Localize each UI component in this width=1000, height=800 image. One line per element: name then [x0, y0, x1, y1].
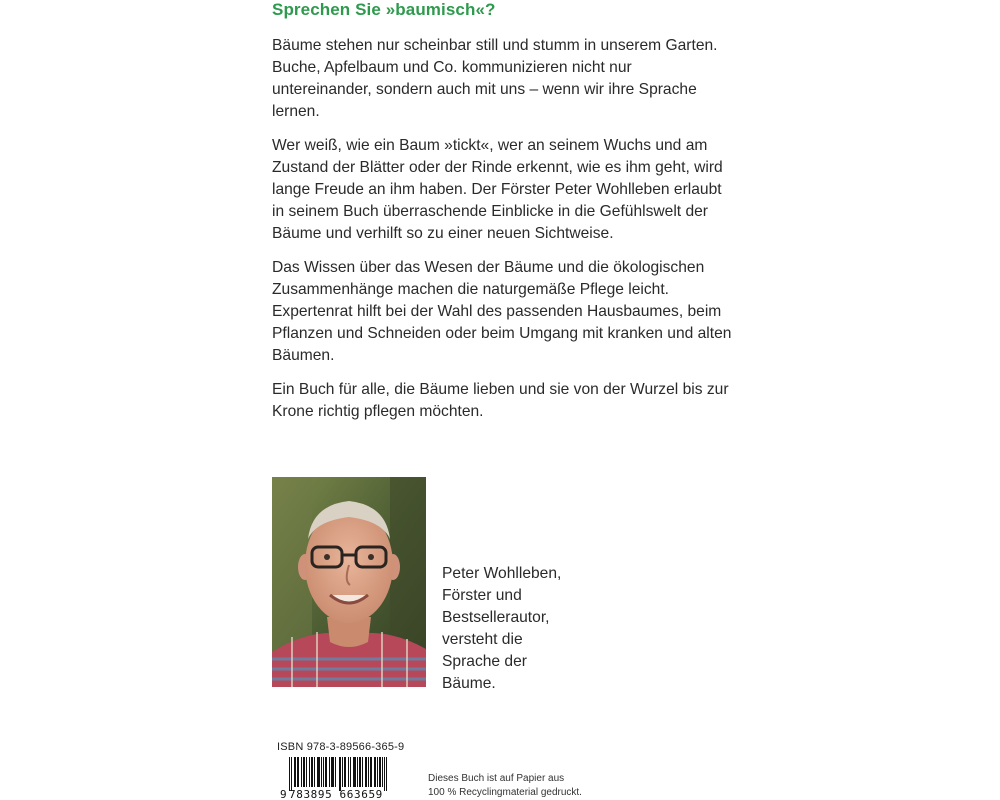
- barcode-bar: [342, 757, 343, 787]
- blurb-paragraph: Wer weiß, wie ein Baum »tickt«, wer an seinem Wuchs und am Zustand der Blätter oder der Rinde erkennt, wie es ihm geht, wird lange Freude an ihm haben. Der Förster Peter Wohlleben erlaubt in seinem Buch überraschende Einblicke in die Gefühlswelt der Bäume und verhilft so zu einer neuen Sichtweise.: [272, 137, 723, 242]
- barcode-bar: [348, 757, 349, 787]
- caption-line: Peter Wohlleben,: [442, 565, 562, 582]
- barcode-bar: [350, 757, 351, 787]
- recycling-note-line: Dieses Buch ist auf Papier aus: [428, 773, 565, 784]
- barcode-bar: [362, 757, 363, 787]
- barcode-digits: 783895 663659: [289, 788, 383, 800]
- barcode-bar: [326, 757, 327, 787]
- blurb-paragraph: Ein Buch für alle, die Bäume lieben und sie von der Wurzel bis zur Krone richtig pflegen möchten.: [272, 381, 729, 420]
- caption-line: Bäume.: [442, 675, 496, 692]
- barcode-bar: [323, 757, 324, 787]
- barcode-bar: [384, 757, 385, 791]
- section-heading: Sprechen Sie »baumisch«?: [272, 0, 496, 19]
- barcode-bar: [382, 757, 383, 787]
- barcode-bar: [375, 757, 376, 787]
- caption-line: Förster und: [442, 587, 522, 604]
- barcode-bar: [309, 757, 310, 787]
- barcode-bar: [298, 757, 299, 787]
- barcode-bar: [289, 757, 290, 791]
- blurb-paragraph: Bäume stehen nur scheinbar still und stumm in unserem Garten. Buche, Apfelbaum und Co. kommunizieren nicht nur untereinander, sondern auch mit uns – wenn wir ihre Sprache lernen.: [272, 37, 718, 120]
- barcode-bar: [368, 757, 369, 787]
- barcode-bar: [312, 757, 313, 787]
- barcode-bar: [295, 757, 296, 787]
- barcode-bar: [314, 757, 315, 787]
- barcode-bar: [366, 757, 367, 787]
- barcode-bar: [360, 757, 361, 787]
- barcode-bars: [289, 757, 387, 789]
- barcode-bar: [319, 757, 320, 787]
- barcode-bar: [377, 757, 378, 787]
- barcode-bar: [355, 757, 356, 787]
- barcode-bar: [291, 757, 292, 791]
- barcode-bar: [380, 757, 381, 787]
- recycling-note: [428, 772, 628, 800]
- barcode-bar: [335, 757, 336, 787]
- barcode-bar: [301, 757, 302, 787]
- blurb-text: [272, 35, 732, 435]
- barcode-bar: [333, 757, 334, 787]
- caption-line: Bestsellerautor,: [442, 609, 550, 626]
- blurb-paragraph: Das Wissen über das Wesen der Bäume und die ökologischen Zusammenhänge machen die naturgemäße Pflege leicht. Expertenrat hilft bei der Wahl des passenden Hausbaumes, beim Pflanzen und Schneiden oder beim Umgang mit kranken und alten Bäumen.: [272, 259, 732, 364]
- recycling-note-line: 100 % Recyclingmaterial gedruckt.: [428, 787, 582, 798]
- barcode-bar: [340, 757, 341, 791]
- barcode-bar: [357, 757, 358, 787]
- barcode-bar: [306, 757, 307, 787]
- barcode-bar: [370, 757, 371, 787]
- barcode: [280, 757, 390, 800]
- barcode-bar: [329, 757, 330, 787]
- caption-line: Sprache der: [442, 653, 527, 670]
- barcode-bar: [386, 757, 387, 791]
- caption-line: versteht die: [442, 631, 523, 648]
- barcode-first-digit: 9: [280, 788, 287, 800]
- author-caption: [442, 563, 602, 695]
- isbn-number: ISBN 978-3-89566-365-9: [277, 741, 405, 753]
- barcode-bar: [321, 757, 322, 787]
- author-photo: [272, 477, 426, 687]
- barcode-bar: [345, 757, 346, 787]
